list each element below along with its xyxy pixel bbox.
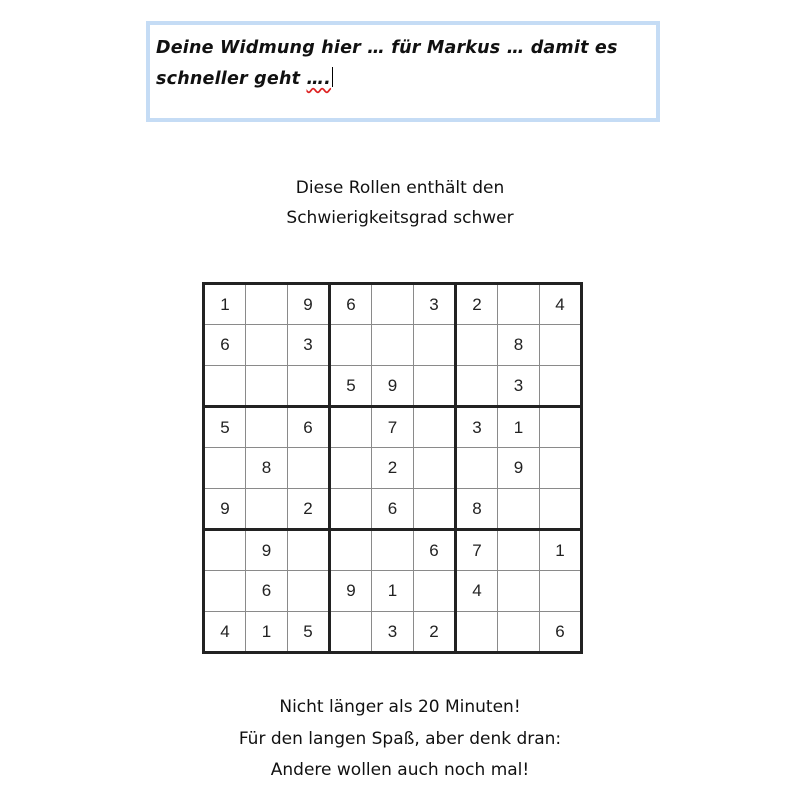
sudoku-cell <box>414 325 456 366</box>
sudoku-row <box>204 325 582 366</box>
sudoku-cell: 3 <box>498 366 540 407</box>
sudoku-cell: 3 <box>372 612 414 653</box>
sudoku-cell <box>246 325 288 366</box>
sudoku-cell <box>456 448 498 489</box>
sudoku-cell: 6 <box>204 325 246 366</box>
sudoku-cell <box>540 571 582 612</box>
difficulty-line-2: Schwierigkeitsgrad schwer <box>286 208 514 228</box>
sudoku-cell <box>204 448 246 489</box>
sudoku-cell: 4 <box>540 284 582 325</box>
sudoku-cell <box>498 284 540 325</box>
sudoku-cell <box>288 530 330 571</box>
sudoku-cell: 1 <box>246 612 288 653</box>
sudoku-cell <box>372 530 414 571</box>
footer-caption <box>0 692 800 787</box>
sudoku-row <box>204 530 582 571</box>
sudoku-row <box>204 612 582 653</box>
sudoku-cell: 2 <box>288 489 330 530</box>
sudoku-cell: 1 <box>540 530 582 571</box>
sudoku-cell <box>246 366 288 407</box>
sudoku-row <box>204 366 582 407</box>
sudoku-cell: 3 <box>456 407 498 448</box>
sudoku-cell: 2 <box>372 448 414 489</box>
sudoku-row <box>204 489 582 530</box>
sudoku-cell: 3 <box>288 325 330 366</box>
text-cursor <box>332 67 333 87</box>
sudoku-cell <box>498 571 540 612</box>
sudoku-cell <box>498 489 540 530</box>
sudoku-cell <box>456 612 498 653</box>
difficulty-caption <box>0 173 800 233</box>
sudoku-cell <box>456 366 498 407</box>
sudoku-cell <box>246 489 288 530</box>
sudoku-cell: 1 <box>498 407 540 448</box>
sudoku-cell <box>414 366 456 407</box>
sudoku-cell <box>540 448 582 489</box>
spellcheck-flagged-text: …. <box>306 69 332 89</box>
sudoku-cell: 2 <box>456 284 498 325</box>
dedication-line-1: Deine Widmung hier … für Markus … damit es <box>156 38 618 58</box>
sudoku-cell: 6 <box>246 571 288 612</box>
sudoku-cell: 3 <box>414 284 456 325</box>
sudoku-cell: 4 <box>456 571 498 612</box>
sudoku-cell <box>204 366 246 407</box>
sudoku-cell: 7 <box>372 407 414 448</box>
sudoku-cell: 6 <box>288 407 330 448</box>
sudoku-cell <box>414 407 456 448</box>
sudoku-cell <box>414 448 456 489</box>
sudoku-cell <box>330 489 372 530</box>
sudoku-cell <box>330 530 372 571</box>
sudoku-cell <box>540 407 582 448</box>
sudoku-row <box>204 571 582 612</box>
sudoku-cell: 4 <box>204 612 246 653</box>
sudoku-cell: 9 <box>288 284 330 325</box>
sudoku-cell: 1 <box>372 571 414 612</box>
sudoku-row <box>204 448 582 489</box>
sudoku-cell: 5 <box>288 612 330 653</box>
sudoku-cell: 8 <box>498 325 540 366</box>
sudoku-cell: 6 <box>540 612 582 653</box>
sudoku-cell <box>540 366 582 407</box>
sudoku-cell <box>288 448 330 489</box>
sudoku-cell <box>540 489 582 530</box>
sudoku-cell <box>246 284 288 325</box>
sudoku-cell <box>372 284 414 325</box>
sudoku-cell: 7 <box>456 530 498 571</box>
sudoku-cell <box>498 530 540 571</box>
sudoku-cell: 6 <box>372 489 414 530</box>
footer-line-1: Nicht länger als 20 Minuten! <box>279 697 521 717</box>
dedication-textbox[interactable] <box>146 21 660 122</box>
difficulty-line-1: Diese Rollen enthält den <box>295 178 505 198</box>
sudoku-cell <box>414 489 456 530</box>
sudoku-cell <box>288 366 330 407</box>
dedication-text[interactable] <box>156 33 648 95</box>
sudoku-cell <box>330 448 372 489</box>
sudoku-cell <box>288 571 330 612</box>
sudoku-cell: 8 <box>246 448 288 489</box>
sudoku-cell <box>330 612 372 653</box>
sudoku-cell: 6 <box>414 530 456 571</box>
sudoku-cell: 9 <box>498 448 540 489</box>
sudoku-cell: 1 <box>204 284 246 325</box>
sudoku-cell <box>456 325 498 366</box>
sudoku-grid <box>202 282 583 654</box>
sudoku-cell: 9 <box>204 489 246 530</box>
footer-line-3: Andere wollen auch noch mal! <box>270 760 530 780</box>
sudoku-cell: 5 <box>330 366 372 407</box>
sudoku-cell <box>498 612 540 653</box>
dedication-line-2: schneller geht <box>156 69 307 89</box>
sudoku-cell <box>204 571 246 612</box>
sudoku-cell <box>372 325 414 366</box>
sudoku-row <box>204 407 582 448</box>
sudoku-cell <box>540 325 582 366</box>
sudoku-cell: 5 <box>204 407 246 448</box>
sudoku-cell: 9 <box>246 530 288 571</box>
sudoku-cell <box>204 530 246 571</box>
sudoku-row <box>204 284 582 325</box>
sudoku-cell: 9 <box>372 366 414 407</box>
footer-line-2: Für den langen Spaß, aber denk dran: <box>238 728 562 749</box>
sudoku-cell <box>246 407 288 448</box>
sudoku-cell <box>330 407 372 448</box>
sudoku-cell <box>414 571 456 612</box>
sudoku-cell: 6 <box>330 284 372 325</box>
sudoku-cell: 8 <box>456 489 498 530</box>
sudoku-cell <box>330 325 372 366</box>
sudoku-cell: 2 <box>414 612 456 653</box>
sudoku-cell: 9 <box>330 571 372 612</box>
